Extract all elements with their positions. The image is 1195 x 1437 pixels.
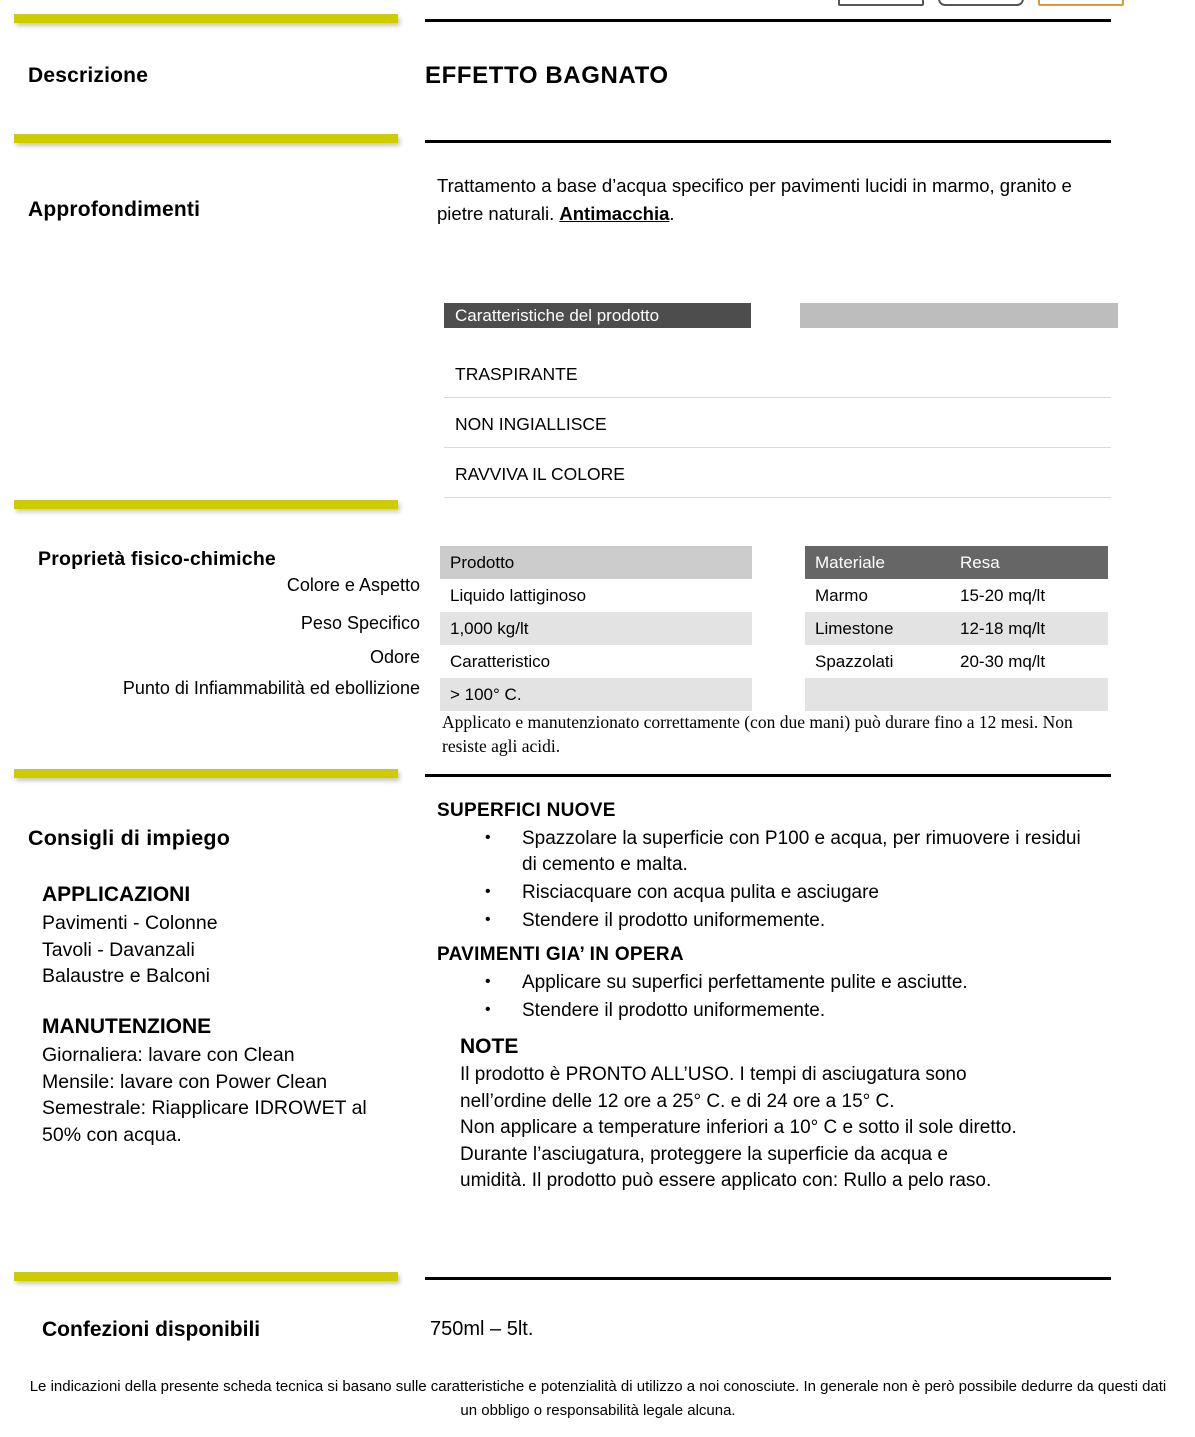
- note-line-3: Non applicare a temperature inferiori a 10° C e sotto il sole diretto.: [460, 1117, 1017, 1138]
- prodotto-value-infiammabilita: > 100° C.: [440, 678, 752, 711]
- yellow-bar-consigli: [14, 769, 398, 778]
- approfondimenti-text: [437, 172, 1085, 228]
- resa-materiale-1: Marmo: [815, 586, 868, 605]
- rule-approfondimenti: [425, 140, 1111, 143]
- caratteristiche-header: Caratteristiche del prodotto: [444, 303, 751, 328]
- resa-materiale-4: [805, 678, 960, 711]
- caratteristiche-header-secondary: [800, 303, 1118, 328]
- pavimenti-gia-opera-heading: PAVIMENTI GIA’ IN OPERA: [437, 944, 684, 965]
- label-confezioni: Confezioni disponibili: [42, 1318, 261, 1341]
- resa-row-3: [805, 645, 1108, 678]
- prop-label-colore: Colore e Aspetto: [286, 575, 420, 595]
- resa-row-1: [805, 579, 1108, 612]
- superfici-nuove-item-2: • Risciacquare con acqua pulita e asciugare: [437, 880, 1087, 906]
- resa-row-2: [805, 612, 1108, 645]
- resa-valore-1: 15-20 mq/lt: [960, 586, 1046, 605]
- resa-row-4-empty: [805, 678, 1108, 711]
- yellow-bar-confezioni: [14, 1272, 398, 1281]
- prop-label-infiammabilita: Punto di Infiammabilità ed ebollizione: [122, 678, 420, 698]
- manutenzione-line-2: Mensile: lavare con Power Clean: [42, 1070, 328, 1093]
- manutenzione-line-4: 50% con acqua.: [42, 1123, 182, 1146]
- label-approfondimenti: Approfondimenti: [28, 198, 201, 221]
- manutenzione-line-3: Semestrale: Riapplicare IDROWET al: [42, 1097, 367, 1119]
- applicazioni-line-3: Balaustre e Balconi: [42, 965, 211, 987]
- caratteristica-row-2: NON INGIALLISCE: [444, 402, 1111, 448]
- product-title: EFFETTO BAGNATO: [425, 62, 669, 89]
- pavimenti-gia-opera-list: [437, 970, 1087, 1026]
- yellow-bar-approfondimenti: [14, 134, 398, 143]
- pavimenti-gia-opera-item-2: • Stendere il prodotto uniformemente.: [437, 998, 1087, 1024]
- manutenzione-line-1: Giornaliera: lavare con Clean: [42, 1044, 295, 1066]
- prodotto-table: [440, 546, 752, 711]
- top-cut-box-1: [838, 0, 924, 6]
- note-block: [460, 1032, 1100, 1195]
- yellow-bar-proprieta: [14, 500, 398, 509]
- prop-label-peso: Peso Specifico: [300, 613, 420, 633]
- caratteristica-row-3: RAVVIVA IL COLORE: [444, 452, 1111, 498]
- note-line-1: Il prodotto è PRONTO ALL’USO. I tempi di asciugatura sono: [460, 1064, 967, 1085]
- label-consigli: Consigli di impiego: [28, 826, 231, 850]
- rule-consigli: [425, 774, 1111, 777]
- note-line-2: nell’ordine delle 12 ore a 25° C. e di 24 ore a 15° C.: [460, 1090, 895, 1112]
- resa-header-row: [805, 546, 1108, 579]
- applicazioni-heading: APPLICAZIONI: [42, 883, 191, 906]
- prodotto-header: Prodotto: [440, 546, 752, 579]
- pavimenti-gia-opera-item-1: • Applicare su superfici perfettamente pulite e asciutte.: [437, 970, 1087, 996]
- superfici-nuove-list: [437, 826, 1087, 936]
- applicazioni-line-2: Tavoli - Davanzali: [42, 938, 195, 961]
- top-cut-box-2: [938, 0, 1024, 6]
- label-proprieta: Proprietà fisico-chimiche: [38, 548, 276, 570]
- proprieta-footnote: Applicato e manutenzionato correttamente (con due mani) può durare fino a 12 mesi. Non resiste agli acidi.: [442, 712, 1073, 756]
- superfici-nuove-heading: SUPERFICI NUOVE: [437, 800, 616, 821]
- rule-descrizione: [425, 19, 1111, 22]
- rule-confezioni: [425, 1277, 1111, 1280]
- prop-label-odore: Odore: [369, 647, 420, 667]
- note-line-5: umidità. Il prodotto può essere applicato con: Rullo a pelo raso.: [460, 1170, 992, 1191]
- yellow-bar-descrizione: [14, 14, 398, 23]
- resa-table: [805, 546, 1108, 711]
- resa-materiale-2: Limestone: [815, 619, 894, 638]
- approfondimenti-text-after: .: [669, 203, 675, 224]
- prodotto-value-peso: 1,000 kg/lt: [440, 612, 752, 645]
- prodotto-value-odore: Caratteristico: [450, 652, 551, 671]
- approfondimenti-text-before: Trattamento a base d’acqua specifico per pavimenti lucidi in marmo, granito e pietre naturali.: [437, 175, 1072, 224]
- note-heading: NOTE: [460, 1035, 519, 1058]
- note-line-4: Durante l’asciugatura, proteggere la superficie da acqua e: [460, 1143, 948, 1165]
- top-cut-box-3: [1038, 0, 1124, 6]
- confezioni-value: 750ml – 5lt.: [430, 1318, 534, 1340]
- resa-valore-2: 12-18 mq/lt: [960, 619, 1046, 638]
- label-descrizione: Descrizione: [28, 64, 149, 87]
- superfici-nuove-item-1: • Spazzolare la superficie con P100 e acqua, per rimuovere i residui di cemento e malta.: [437, 826, 1087, 878]
- approfondimenti-emphasis: Antimacchia: [559, 203, 670, 224]
- prodotto-value-colore: Liquido lattiginoso: [450, 586, 587, 605]
- superfici-nuove-item-3: • Stendere il prodotto uniformemente.: [437, 908, 1087, 934]
- resa-header-materiale: Materiale: [815, 553, 885, 572]
- resa-valore-3: 20-30 mq/lt: [960, 652, 1046, 671]
- caratteristica-row-1: TRASPIRANTE: [444, 352, 1111, 398]
- manutenzione-block: [42, 1012, 412, 1148]
- disclaimer-text: Le indicazioni della presente scheda tecnica si basano sulle caratteristiche e potenzialità di utilizzo a noi conosciute. In generale non è però possibile dedurre da questi dati un obbligo o responsabilità legale alcuna.: [29, 1378, 1167, 1419]
- manutenzione-heading: MANUTENZIONE: [42, 1015, 212, 1038]
- applicazioni-block: [42, 880, 412, 990]
- resa-header-resa: Resa: [960, 553, 1000, 572]
- resa-valore-4: [960, 678, 1108, 711]
- applicazioni-line-1: Pavimenti - Colonne: [42, 912, 218, 934]
- resa-materiale-3: Spazzolati: [815, 652, 894, 671]
